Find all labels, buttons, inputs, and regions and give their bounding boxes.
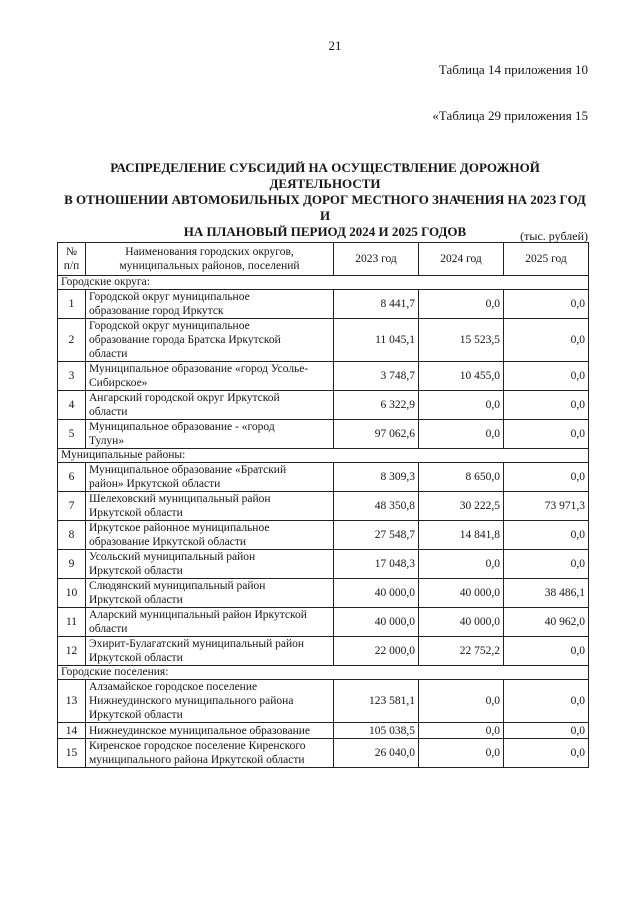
- row-number: 11: [58, 608, 86, 637]
- amount-2025: 0,0: [504, 637, 589, 666]
- document-title: [60, 160, 590, 240]
- amount-2024: 10 455,0: [419, 362, 504, 391]
- amount-2024: 0,0: [419, 739, 504, 768]
- municipality-name-line: образование Иркутской области: [89, 536, 247, 548]
- municipality-name: [86, 391, 334, 420]
- municipality-name: [86, 739, 334, 768]
- municipality-name: [86, 723, 334, 739]
- amount-2023: 6 322,9: [334, 391, 419, 420]
- amount-2025: 0,0: [504, 521, 589, 550]
- table-row: [58, 362, 589, 391]
- table-row: [58, 680, 589, 723]
- section-row: [58, 666, 589, 680]
- row-number: 9: [58, 550, 86, 579]
- municipality-name-line: Иркутской области: [89, 652, 183, 664]
- table-row: [58, 290, 589, 319]
- header-2024: 2024 год: [419, 243, 504, 276]
- title-line: РАСПРЕДЕЛЕНИЕ СУБСИДИЙ НА ОСУЩЕСТВЛЕНИЕ ДОРОЖНОЙ ДЕЯТЕЛЬНОСТИ: [110, 160, 540, 191]
- amount-2023: 97 062,6: [334, 420, 419, 449]
- amount-2023: 105 038,5: [334, 723, 419, 739]
- row-number: 15: [58, 739, 86, 768]
- row-number: 3: [58, 362, 86, 391]
- municipality-name-line: Муниципальное образование «Братский: [89, 464, 287, 476]
- row-number: 12: [58, 637, 86, 666]
- municipality-name: [86, 680, 334, 723]
- table-row: [58, 637, 589, 666]
- table-header-row: [58, 243, 589, 276]
- table-row: [58, 550, 589, 579]
- municipality-name: [86, 637, 334, 666]
- amount-2025: 0,0: [504, 420, 589, 449]
- table-row: [58, 492, 589, 521]
- amount-2025: 40 962,0: [504, 608, 589, 637]
- amount-2025: 73 971,3: [504, 492, 589, 521]
- title-line: В ОТНОШЕНИИ АВТОМОБИЛЬНЫХ ДОРОГ МЕСТНОГО ЗНАЧЕНИЯ НА 2023 ГОД И: [64, 192, 586, 223]
- municipality-name-line: Иркутское районное муниципальное: [89, 522, 270, 534]
- table-row: [58, 319, 589, 362]
- section-label: Городские поселения:: [58, 666, 589, 680]
- municipality-name-line: Киренское городское поселение Киренского: [89, 740, 306, 752]
- table-row: [58, 579, 589, 608]
- amount-2023: 123 581,1: [334, 680, 419, 723]
- amount-2023: 26 040,0: [334, 739, 419, 768]
- header-name: Наименования городских округов, муниципальных районов, поселений: [86, 243, 334, 276]
- municipality-name-line: Нижнеудинского муниципального района: [89, 695, 294, 707]
- amount-2024: 0,0: [419, 391, 504, 420]
- section-label: Муниципальные районы:: [58, 449, 589, 463]
- amount-2023: 11 045,1: [334, 319, 419, 362]
- page-number: 21: [328, 38, 342, 53]
- municipality-name-line: Алзамайское городское поселение: [89, 681, 258, 693]
- municipality-name-line: Иркутской области: [89, 594, 183, 606]
- table-row: [58, 463, 589, 492]
- amount-2024: 22 752,2: [419, 637, 504, 666]
- table-row: [58, 723, 589, 739]
- municipality-name-line: Аларский муниципальный район Иркутской: [89, 609, 307, 621]
- table-row: [58, 391, 589, 420]
- units-label: (тыс. рублей): [520, 229, 588, 243]
- header-num: № п/п: [58, 243, 86, 276]
- row-number: 10: [58, 579, 86, 608]
- amount-2024: 14 841,8: [419, 521, 504, 550]
- municipality-name: [86, 521, 334, 550]
- amount-2023: 27 548,7: [334, 521, 419, 550]
- amount-2024: 0,0: [419, 550, 504, 579]
- amount-2023: 17 048,3: [334, 550, 419, 579]
- table-row: [58, 608, 589, 637]
- amount-2024: 0,0: [419, 680, 504, 723]
- municipality-name: [86, 362, 334, 391]
- municipality-name: [86, 550, 334, 579]
- amount-2025: 0,0: [504, 680, 589, 723]
- municipality-name-line: Эхирит-Булагатский муниципальный район: [89, 638, 305, 650]
- amount-2025: 0,0: [504, 550, 589, 579]
- header-2025: 2025 год: [504, 243, 589, 276]
- municipality-name-line: области: [89, 406, 128, 418]
- subsidies-table: [57, 242, 589, 768]
- section-label: Городские округа:: [58, 276, 589, 290]
- section-row: [58, 449, 589, 463]
- table-reference-appendix-15: «Таблица 29 приложения 15: [432, 108, 588, 123]
- title-line: НА ПЛАНОВЫЙ ПЕРИОД 2024 И 2025 ГОДОВ: [183, 224, 467, 239]
- municipality-name: [86, 579, 334, 608]
- amount-2025: 38 486,1: [504, 579, 589, 608]
- section-row: [58, 276, 589, 290]
- amount-2025: 0,0: [504, 723, 589, 739]
- row-number: 14: [58, 723, 86, 739]
- row-number: 7: [58, 492, 86, 521]
- amount-2023: 8 309,3: [334, 463, 419, 492]
- row-number: 4: [58, 391, 86, 420]
- municipality-name: [86, 608, 334, 637]
- municipality-name-line: образование города Братска Иркутской: [89, 334, 281, 346]
- municipality-name: [86, 492, 334, 521]
- amount-2025: 0,0: [504, 319, 589, 362]
- row-number: 5: [58, 420, 86, 449]
- amount-2024: 0,0: [419, 420, 504, 449]
- amount-2024: 8 650,0: [419, 463, 504, 492]
- row-number: 8: [58, 521, 86, 550]
- amount-2024: 0,0: [419, 290, 504, 319]
- municipality-name-line: муниципального района Иркутской области: [89, 754, 305, 766]
- municipality-name-line: области: [89, 623, 128, 635]
- amount-2025: 0,0: [504, 290, 589, 319]
- amount-2025: 0,0: [504, 463, 589, 492]
- municipality-name: [86, 319, 334, 362]
- municipality-name-line: район» Иркутской области: [89, 478, 221, 490]
- row-number: 1: [58, 290, 86, 319]
- municipality-name-line: Муниципальное образование «город Усолье-: [89, 363, 309, 375]
- municipality-name-line: Муниципальное образование - «город: [89, 421, 275, 433]
- municipality-name-line: Нижнеудинское муниципальное образование: [89, 724, 311, 737]
- amount-2023: 48 350,8: [334, 492, 419, 521]
- municipality-name-line: Усольский муниципальный район: [89, 551, 256, 563]
- amount-2024: 40 000,0: [419, 608, 504, 637]
- municipality-name-line: Городской округ муниципальное: [89, 291, 250, 303]
- municipality-name-line: Городской округ муниципальное: [89, 320, 250, 332]
- row-number: 6: [58, 463, 86, 492]
- table-row: [58, 420, 589, 449]
- municipality-name-line: Шелеховский муниципальный район: [89, 493, 271, 505]
- municipality-name-line: Иркутской области: [89, 565, 183, 577]
- row-number: 2: [58, 319, 86, 362]
- municipality-name: [86, 463, 334, 492]
- header-2023: 2023 год: [334, 243, 419, 276]
- municipality-name-line: образование город Иркутск: [89, 305, 224, 317]
- municipality-name-line: области: [89, 348, 128, 360]
- municipality-name-line: Слюдянский муниципальный район: [89, 580, 266, 592]
- municipality-name-line: Тулун»: [89, 435, 125, 447]
- table-reference-appendix-10: Таблица 14 приложения 10: [438, 62, 588, 77]
- amount-2023: 8 441,7: [334, 290, 419, 319]
- municipality-name-line: Сибирское»: [89, 377, 148, 389]
- amount-2024: 0,0: [419, 723, 504, 739]
- municipality-name-line: Иркутской области: [89, 709, 183, 721]
- municipality-name: [86, 420, 334, 449]
- amount-2023: 40 000,0: [334, 579, 419, 608]
- amount-2024: 15 523,5: [419, 319, 504, 362]
- amount-2025: 0,0: [504, 362, 589, 391]
- amount-2025: 0,0: [504, 391, 589, 420]
- amount-2023: 40 000,0: [334, 608, 419, 637]
- amount-2024: 40 000,0: [419, 579, 504, 608]
- table-row: [58, 521, 589, 550]
- row-number: 13: [58, 680, 86, 723]
- table-row: [58, 739, 589, 768]
- municipality-name: [86, 290, 334, 319]
- municipality-name-line: Иркутской области: [89, 507, 183, 519]
- amount-2024: 30 222,5: [419, 492, 504, 521]
- table-body: [58, 276, 589, 768]
- amount-2023: 22 000,0: [334, 637, 419, 666]
- municipality-name-line: Ангарский городской округ Иркутской: [89, 392, 280, 404]
- amount-2025: 0,0: [504, 739, 589, 768]
- amount-2023: 3 748,7: [334, 362, 419, 391]
